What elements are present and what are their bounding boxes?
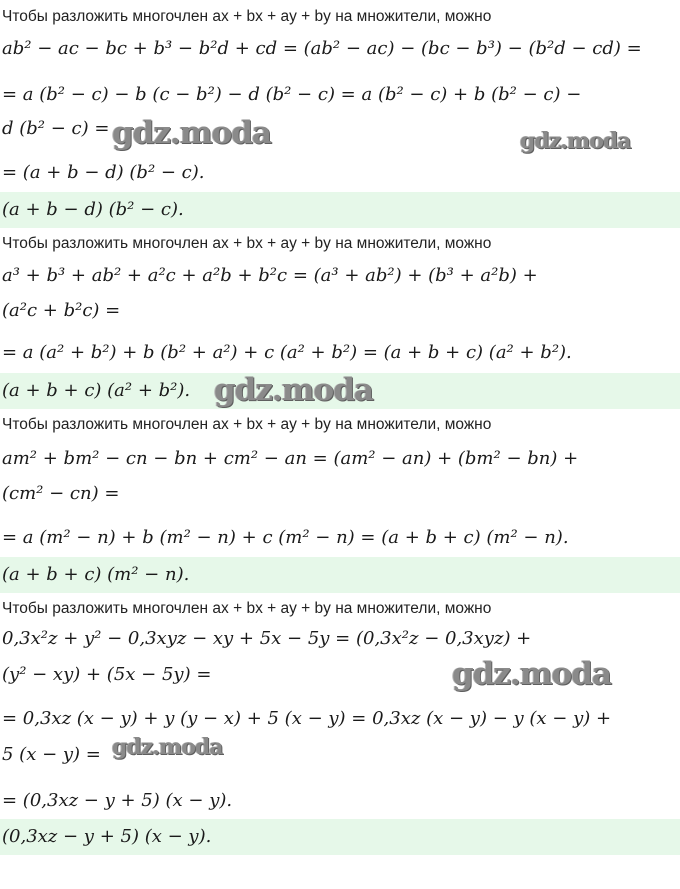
- watermark-logo: gdz.moda: [112, 115, 271, 151]
- math-line: (a²c + b²c) =: [2, 300, 121, 321]
- math-line: = a (b² − c) − b (c − b²) − d (b² − c) = a (b² − c) + b (b² − c) −: [2, 84, 582, 105]
- math-line: = a (m² − n) + b (m² − n) + c (m² − n) = (a + b + c) (m² − n).: [2, 527, 569, 548]
- watermark-logo: gdz.moda: [452, 656, 611, 692]
- watermark-logo: gdz.moda: [520, 128, 631, 154]
- math-line: 0,3x²z + y² − 0,3xyz − xy + 5x − 5y = (0,3x²z − 0,3xyz) +: [2, 628, 532, 649]
- intro-text: Чтобы разложить многочлен ax + bx + ay + by на множители, можно: [2, 600, 492, 617]
- watermark-logo: gdz.moda: [112, 734, 223, 760]
- intro-text: Чтобы разложить многочлен ax + bx + ay + by на множители, можно: [2, 416, 492, 433]
- math-line: = (0,3xz − y + 5) (x − y).: [2, 790, 233, 811]
- intro-text: Чтобы разложить многочлен ax + bx + ay + by на множители, можно: [2, 8, 492, 25]
- intro-text: Чтобы разложить многочлен ax + bx + ay + by на множители, можно: [2, 235, 492, 252]
- watermark-logo: gdz.moda: [214, 372, 373, 408]
- answer-line: (a + b + c) (m² − n).: [2, 564, 190, 585]
- answer-line: (a + b − d) (b² − c).: [2, 199, 184, 220]
- math-line: am² + bm² − cn − bn + cm² − an = (am² − an) + (bm² − bn) +: [2, 448, 579, 469]
- math-line: (cm² − cn) =: [2, 483, 120, 504]
- math-line: = (a + b − d) (b² − c).: [2, 162, 205, 183]
- answer-line: (0,3xz − y + 5) (x − y).: [2, 826, 212, 847]
- math-line: a³ + b³ + ab² + a²c + a²b + b²c = (a³ + ab²) + (b³ + a²b) +: [2, 265, 538, 286]
- math-line: = 0,3xz (x − y) + y (y − x) + 5 (x − y) = 0,3xz (x − y) − y (x − y) +: [2, 708, 612, 729]
- math-line: (y² − xy) + (5x − 5y) =: [2, 664, 212, 685]
- math-line: = a (a² + b²) + b (b² + a²) + c (a² + b²) = (a + b + c) (a² + b²).: [2, 342, 572, 363]
- math-line: 5 (x − y) =: [2, 744, 101, 765]
- answer-line: (a + b + c) (a² + b²).: [2, 380, 191, 401]
- math-line: d (b² − c) =: [2, 118, 110, 139]
- math-line: ab² − ac − bc + b³ − b²d + cd = (ab² − ac) − (bc − b³) − (b²d − cd) =: [2, 38, 642, 59]
